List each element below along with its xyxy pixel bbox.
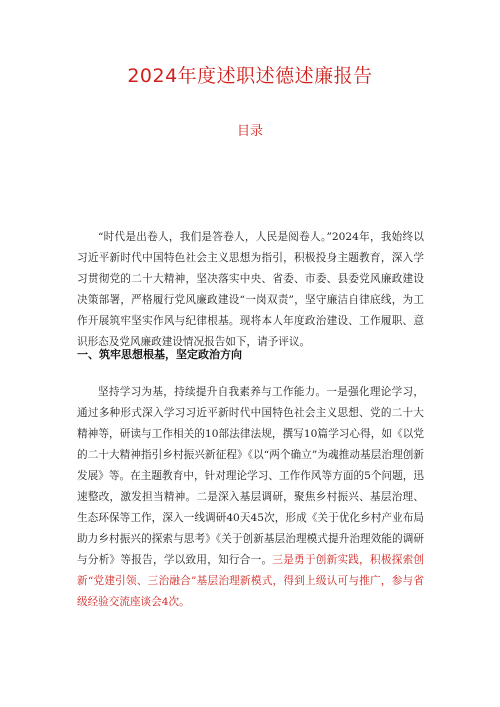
intro-paragraph: “时代是出卷人，我们是答卷人，人民是阅卷人。”2024年，我始终以习近平新时代中国特色社会主义思想为指引，积极投身主题教育，深入学习贯彻党的二十大精神，坚决落实中央、省委、市委、县委党风廉政建设决策部署，严格履行党风廉政建设“一岗双责”，坚守廉洁自律底线，为工作开展筑牢坚实作风与纪律根基。现将本人年度政治建设、工作履职、意识形态及党风廉政建设情况报告如下，请予评议。: [77, 231, 424, 348]
section-paragraph-highlight: 三是勇于创新实践，积极探索创新“党建引领、三治融合”基层治理新模式，得到上级认可与推广，参与省级经验交流座谈会4次。: [77, 554, 425, 608]
toc-heading: 目录: [236, 124, 263, 139]
section-heading: 一、筑牢思想根基，坚定政治方向: [77, 348, 242, 361]
section-paragraph: [77, 382, 424, 613]
document-title: 2024年度述职述德述廉报告: [127, 65, 373, 87]
section-paragraph-main: 坚持学习为基，持续提升自我素养与工作能力。一是强化理论学习，通过多种形式深入学习习近平新时代中国特色社会主义思想、党的二十大精神等，研读与工作相关的10部法律法规，撰写10篇学习心得，如《以党的二十大精神指引乡村振兴新征程》《以“两个确立”为魂推动基层治理创新发展》等。在主题教育中，针对理论学习、工作作风等方面的5个问题，迅速整改，激发担当精神。二是深入基层调研，聚焦乡村振兴、基层治理、生态环保等工作，深入一线调研40天45次，形成《关于优化乡村产业布局助力乡村振兴的探索与思考》《关于创新基层治理模式提升治理效能的调研与分析》等报告，学以致用，知行合一。: [77, 386, 424, 566]
